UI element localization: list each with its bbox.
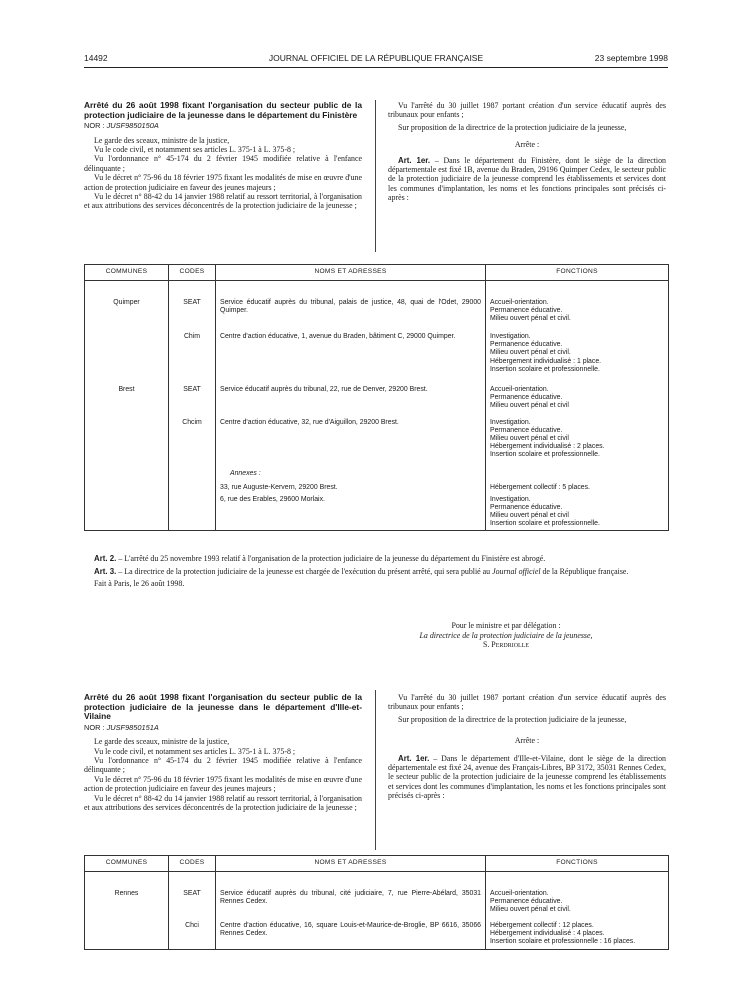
commune-cell	[85, 333, 169, 385]
col-header-codes: CODES	[169, 265, 216, 281]
arrete2-left-column	[84, 693, 362, 812]
code-cell: SEAT	[169, 281, 216, 334]
annex-address: 6, rue des Erables, 29600 Morlaix.	[216, 496, 486, 531]
column-separator	[375, 690, 376, 850]
signature-title: La directrice de la protection judiciaire de la jeunesse,	[419, 630, 593, 640]
arrete2-article-1: Art. 1er. – Dans le département d'Ille-et-Vilaine, dont le siège de la direction départementale est fixé 24, avenue des Français-Libres, BP 3172, 35031 Rennes Cedex, le secteur public de la protection judiciaire de la jeunesse comprend les établissements et services dont les communes d'implantation, les noms et les fonctions principales sont précisés ci-après :	[388, 753, 666, 801]
col-header-fonctions: FONCTIONS	[486, 265, 669, 281]
col-header-communes: COMMUNES	[85, 265, 169, 281]
annex-address: 33, rue Auguste-Kervern, 29200 Brest.	[216, 484, 486, 496]
col-header-codes: CODES	[169, 856, 216, 872]
journal-title: JOURNAL OFFICIEL DE LA RÉPUBLIQUE FRANÇAISE	[268, 53, 484, 63]
col-header-communes: COMMUNES	[85, 856, 169, 872]
arrete1-title: Arrêté du 26 août 1998 fixant l'organisation du secteur public de la protection judiciaire de la jeunesse dans le département du Finistère	[84, 100, 362, 120]
table-row	[85, 470, 669, 484]
table-row	[85, 419, 669, 469]
arrete2-visa-0: Le garde des sceaux, ministre de la justice,	[94, 737, 230, 747]
name-cell: Centre d'action éducative, 16, square Louis-et-Maurice-de-Broglie, BP 6616, 35066 Rennes Cedex.	[216, 922, 486, 949]
name-cell: Centre d'action éducative, 1, avenue du Braden, bâtiment C, 29000 Quimper.	[216, 333, 486, 385]
arrete2-table	[84, 855, 669, 950]
arrete1-visa-5: Vu l'arrêté du 30 juillet 1987 portant création d'un service éducatif auprès des tribunaux pour enfants ;	[388, 101, 666, 120]
arrete2-visa-4: Vu le décret n° 88-42 du 14 janvier 1988 relatif au ressort territorial, à l'organisation et aux attributions des services déconcentrés de la protection judiciaire de la jeunesse ;	[84, 793, 362, 813]
commune-cell	[85, 419, 169, 469]
arrete1-article-3: Art. 3. – La directrice de la protection judiciaire de la jeunesse est chargée de l'exécution du présent arrêté, qui sera publié au Journal officiel de la République française.	[94, 566, 629, 576]
arrete1-visa-0: Le garde des sceaux, ministre de la justice,	[94, 135, 230, 145]
arrete1-right-column	[388, 101, 666, 203]
arrete2-title: Arrêté du 26 août 1998 fixant l'organisation du secteur public de la protection judiciaire de la jeunesse dans le département d'Ille-et-Vilaine	[84, 692, 362, 722]
page-number: 14492	[84, 53, 108, 63]
functions-cell: Investigation. Permanence éducative. Milieu ouvert pénal et civil. Hébergement individualisé : 1 place. Insertion scolaire et professionnelle.	[486, 333, 669, 385]
arrete1-left-column	[84, 101, 362, 211]
issue-date: 23 septembre 1998	[594, 53, 668, 63]
name-cell: Centre d'action éducative, 32, rue d'Aiguillon, 29200 Brest.	[216, 419, 486, 469]
annexes-label: Annexes :	[216, 470, 486, 484]
functions-cell: Hébergement collectif : 12 places. Hébergement individualisé : 4 places. Insertion scolaire et professionnelle : 16 places.	[486, 922, 669, 949]
commune-cell	[85, 922, 169, 949]
arrete1-visa-3: Vu le décret n° 75-96 du 18 février 1975 fixant les modalités de mise en œuvre d'une action de protection judiciaire en faveur des jeunes majeurs ;	[84, 173, 362, 192]
arrete1-signature	[356, 621, 656, 650]
col-header-fonctions: FONCTIONS	[486, 856, 669, 872]
commune-cell: Quimper	[85, 281, 169, 334]
signature-delegation: Pour le ministre et par délégation :	[451, 621, 561, 630]
arrete1-proposition: Sur proposition de la directrice de la protection judiciaire de la jeunesse,	[398, 122, 627, 132]
table-row	[85, 386, 669, 419]
arrete1-article-1: Art. 1er. – Dans le département du Finistère, dont le siège de la direction départementale est fixé 1B, avenue du Braden, 29196 Quimper Cedex, le secteur public de la protection judiciaire de la jeunesse comprend les établissements et services dont les communes d'implantation, les noms et les fonctions principales sont précisés ci-après :	[388, 155, 667, 203]
commune-cell: Rennes	[85, 872, 169, 923]
code-cell: SEAT	[169, 386, 216, 419]
col-header-noms: NOMS ET ADRESSES	[216, 856, 486, 872]
functions-cell: Accueil-orientation. Permanence éducative. Milieu ouvert pénal et civil.	[486, 872, 669, 923]
code-cell: Chim	[169, 333, 216, 385]
functions-cell: Accueil-orientation. Permanence éducative. Milieu ouvert pénal et civil	[486, 386, 669, 419]
col-header-noms: NOMS ET ADRESSES	[216, 265, 486, 281]
arrete2-nor: NOR : JUSF9850151A	[84, 722, 159, 732]
table-row	[85, 484, 669, 496]
arrete1-visa-2: Vu l'ordonnance n° 45-174 du 2 février 1945 modifiée relative à l'enfance délinquante ;	[84, 154, 362, 173]
code-cell: Chci	[169, 922, 216, 949]
commune-cell: Brest	[85, 386, 169, 419]
functions-cell: Investigation. Permanence éducative. Milieu ouvert pénal et civil Hébergement individualisé : 2 places. Insertion scolaire et professionnelle.	[486, 419, 669, 469]
arrete1-nor: NOR : JUSF9850150A	[84, 121, 159, 131]
arrete2-proposition: Sur proposition de la directrice de la protection judiciaire de la jeunesse,	[398, 714, 627, 724]
header-rule	[84, 67, 668, 68]
signature-name: S. Perdriolle	[482, 640, 530, 650]
arrete1-done-at: Fait à Paris, le 26 août 1998.	[94, 579, 185, 589]
code-cell: SEAT	[169, 872, 216, 923]
arrete1-visa-1: Vu le code civil, et notamment ses articles L. 375-1 à L. 375-8 ;	[94, 145, 296, 154]
arrete2-visa-2: Vu l'ordonnance n° 45-174 du 2 février 1945 modifiée relative à l'enfance délinquante ;	[84, 756, 362, 775]
arrete2-visa-5: Vu l'arrêté du 30 juillet 1987 portant création d'un service éducatif auprès des tribunaux pour enfants ;	[388, 693, 666, 712]
name-cell: Service éducatif auprès du tribunal, cité judiciaire, 7, rue Pierre-Abélard, 35031 Rennes Cedex.	[216, 872, 486, 923]
code-cell: Chcim	[169, 419, 216, 469]
column-separator	[375, 100, 376, 252]
functions-cell: Investigation. Permanence éducative. Milieu ouvert pénal et civil Insertion scolaire et professionnelle.	[486, 496, 669, 531]
arrete1-visa-4: Vu le décret n° 88-42 du 14 janvier 1988 relatif au ressort territorial, à l'organisation et aux attributions des services déconcentrés de la protection judiciaire de la jeunesse ;	[84, 192, 362, 211]
arrete1-article-2: Art. 2. – L'arrêté du 25 novembre 1993 relatif à l'organisation de la protection judiciaire de la jeunesse du département du Finistère est abrogé.	[94, 554, 546, 563]
table-row	[85, 496, 669, 531]
table-row	[85, 922, 669, 949]
arrete1-table	[84, 264, 669, 531]
arrete1-closing-articles	[84, 554, 668, 592]
arrete1-arrete-word: Arrête :	[514, 140, 540, 150]
functions-cell: Hébergement collectif : 5 places.	[486, 484, 669, 496]
arrete2-right-column	[388, 693, 666, 801]
arrete2-visa-3: Vu le décret n° 75-96 du 18 février 1975 fixant les modalités de mise en œuvre d'une action de protection judiciaire en faveur des jeunes majeurs ;	[84, 774, 362, 794]
arrete2-visa-1: Vu le code civil, et notamment ses articles L. 375-1 à L. 375-8 ;	[94, 746, 296, 756]
table-row	[85, 281, 669, 334]
table-row	[85, 333, 669, 385]
name-cell: Service éducatif auprès du tribunal, palais de justice, 48, quai de l'Odet, 29000 Quimper.	[216, 281, 486, 334]
table-row	[85, 872, 669, 923]
functions-cell: Accueil-orientation. Permanence éducative. Milieu ouvert pénal et civil.	[486, 281, 669, 334]
arrete2-arrete-word: Arrête :	[514, 736, 540, 746]
name-cell: Service éducatif auprès du tribunal, 22, rue de Denver, 29200 Brest.	[216, 386, 486, 419]
